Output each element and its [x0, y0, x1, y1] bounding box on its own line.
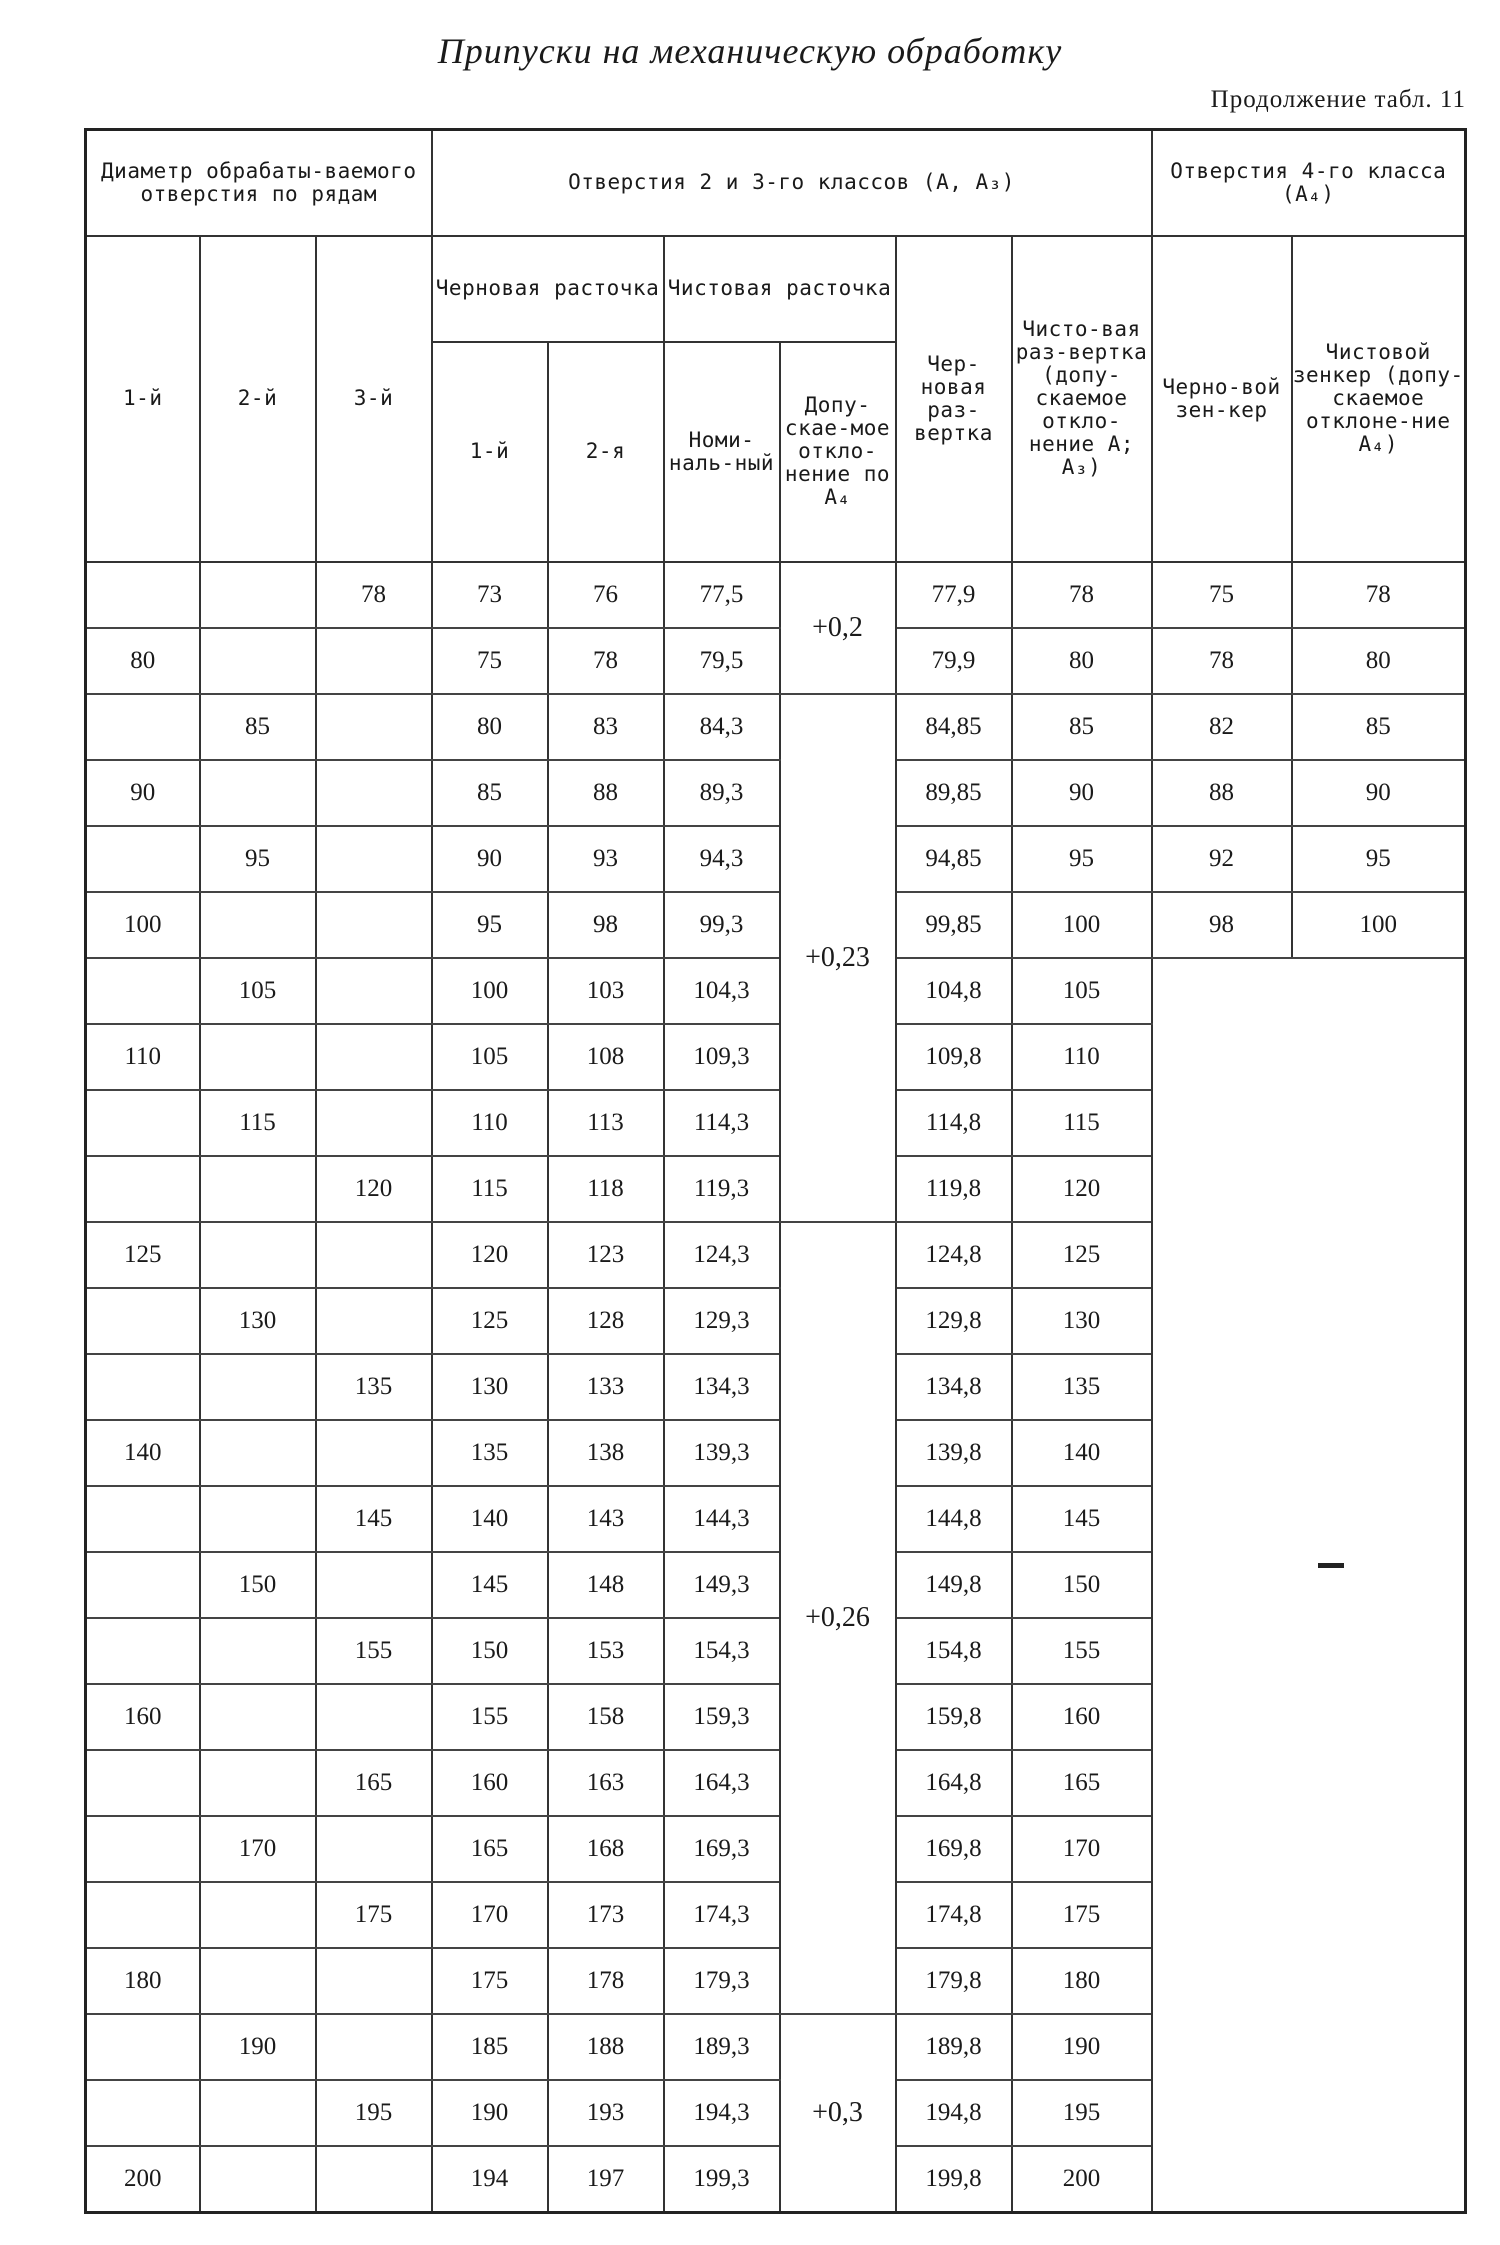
cell-diameter-row-3 — [316, 1222, 432, 1288]
cell-rough-boring-1: 95 — [432, 892, 548, 958]
cell-rough-boring-1: 105 — [432, 1024, 548, 1090]
cell-rough-reaming: 164,8 — [896, 1750, 1012, 1816]
allowance-table — [84, 128, 1467, 2214]
cell-rough-reaming: 139,8 — [896, 1420, 1012, 1486]
cell-rough-reaming: 124,8 — [896, 1222, 1012, 1288]
cell-rough-reaming: 144,8 — [896, 1486, 1012, 1552]
cell-rough-reaming: 114,8 — [896, 1090, 1012, 1156]
table-body — [86, 562, 1466, 2213]
cell-diameter-row-1 — [86, 1156, 200, 1222]
page-title: Припуски на механическую обработку — [437, 31, 1063, 71]
cell-diameter-row-1 — [86, 1882, 200, 1948]
cell-rough-boring-2: 178 — [548, 1948, 664, 2014]
cell-finish-nominal: 89,3 — [664, 760, 780, 826]
cell-rough-boring-1: 125 — [432, 1288, 548, 1354]
cell-finish-nominal: 94,3 — [664, 826, 780, 892]
cell-diameter-row-1 — [86, 1486, 200, 1552]
cell-finish-nominal: 164,3 — [664, 1750, 780, 1816]
cell-rough-boring-2: 197 — [548, 2146, 664, 2212]
cell-finish-reaming: 78 — [1012, 562, 1152, 628]
cell-finish-reaming: 120 — [1012, 1156, 1152, 1222]
cell-finish-reaming: 115 — [1012, 1090, 1152, 1156]
cell-diameter-row-2: 170 — [200, 1816, 316, 1882]
cell-rough-boring-2: 173 — [548, 1882, 664, 1948]
cell-rough-boring-2: 83 — [548, 694, 664, 760]
cell-rough-boring-1: 115 — [432, 1156, 548, 1222]
cell-rough-boring-1: 185 — [432, 2014, 548, 2080]
cell-diameter-row-2: 105 — [200, 958, 316, 1024]
cell-diameter-row-1 — [86, 1816, 200, 1882]
cell-diameter-row-2 — [200, 1354, 316, 1420]
cell-rough-reaming: 199,8 — [896, 2146, 1012, 2212]
cell-diameter-row-3 — [316, 694, 432, 760]
cell-finish-nominal: 154,3 — [664, 1618, 780, 1684]
cell-rough-boring-2: 153 — [548, 1618, 664, 1684]
cell-rough-reaming: 94,85 — [896, 826, 1012, 892]
cell-diameter-row-1: 90 — [86, 760, 200, 826]
cell-finish-nominal: 169,3 — [664, 1816, 780, 1882]
cell-diameter-row-2 — [200, 628, 316, 694]
cell-rough-countersink: 98 — [1152, 892, 1292, 958]
cell-rough-boring-2: 123 — [548, 1222, 664, 1288]
cell-diameter-row-2 — [200, 1420, 316, 1486]
cell-diameter-row-3: 165 — [316, 1750, 432, 1816]
cell-diameter-row-2 — [200, 1684, 316, 1750]
cell-diameter-row-3: 175 — [316, 1882, 432, 1948]
cell-rough-reaming: 169,8 — [896, 1816, 1012, 1882]
cell-rough-boring-1: 120 — [432, 1222, 548, 1288]
cell-rough-countersink: 82 — [1152, 694, 1292, 760]
cell-diameter-row-1: 80 — [86, 628, 200, 694]
cell-rough-boring-2: 93 — [548, 826, 664, 892]
cell-finish-nominal: 104,3 — [664, 958, 780, 1024]
cell-rough-reaming: 119,8 — [896, 1156, 1012, 1222]
cell-finish-tolerance: +0,23 — [780, 694, 896, 1222]
cell-rough-boring-1: 150 — [432, 1618, 548, 1684]
cell-rough-boring-1: 130 — [432, 1354, 548, 1420]
header-class4-group: Отверстия 4-го класса (A₄) — [1152, 130, 1466, 236]
cell-rough-reaming: 109,8 — [896, 1024, 1012, 1090]
cell-diameter-row-2: 115 — [200, 1090, 316, 1156]
cell-finish-tolerance: +0,3 — [780, 2014, 896, 2212]
cell-diameter-row-3 — [316, 1684, 432, 1750]
cell-finish-nominal: 199,3 — [664, 2146, 780, 2212]
cell-diameter-row-1 — [86, 2014, 200, 2080]
cell-diameter-row-3 — [316, 1288, 432, 1354]
header-rough-boring-2: 2-я — [548, 342, 664, 562]
cell-finish-nominal: 77,5 — [664, 562, 780, 628]
cell-diameter-row-3 — [316, 1816, 432, 1882]
cell-diameter-row-2 — [200, 1156, 316, 1222]
cell-diameter-row-2 — [200, 1222, 316, 1288]
cell-diameter-row-2 — [200, 760, 316, 826]
cell-rough-countersink: 88 — [1152, 760, 1292, 826]
cell-rough-boring-1: 170 — [432, 1882, 548, 1948]
cell-diameter-row-3: 155 — [316, 1618, 432, 1684]
cell-rough-boring-1: 194 — [432, 2146, 548, 2212]
cell-rough-boring-1: 165 — [432, 1816, 548, 1882]
cell-rough-boring-2: 118 — [548, 1156, 664, 1222]
cell-diameter-row-3 — [316, 2014, 432, 2080]
cell-rough-boring-2: 148 — [548, 1552, 664, 1618]
cell-rough-boring-2: 168 — [548, 1816, 664, 1882]
cell-finish-reaming: 105 — [1012, 958, 1152, 1024]
cell-diameter-row-3: 120 — [316, 1156, 432, 1222]
cell-finish-nominal: 179,3 — [664, 1948, 780, 2014]
cell-finish-countersink: 100 — [1292, 892, 1466, 958]
cell-rough-boring-1: 80 — [432, 694, 548, 760]
cell-rough-reaming: 104,8 — [896, 958, 1012, 1024]
cell-diameter-row-1 — [86, 1090, 200, 1156]
cell-diameter-row-1 — [86, 1354, 200, 1420]
cell-diameter-row-1: 200 — [86, 2146, 200, 2212]
cell-diameter-row-2 — [200, 892, 316, 958]
cell-rough-reaming: 189,8 — [896, 2014, 1012, 2080]
cell-rough-boring-1: 175 — [432, 1948, 548, 2014]
cell-rough-boring-1: 90 — [432, 826, 548, 892]
cell-finish-reaming: 140 — [1012, 1420, 1152, 1486]
cell-finish-reaming: 175 — [1012, 1882, 1152, 1948]
cell-finish-nominal: 144,3 — [664, 1486, 780, 1552]
cell-finish-nominal: 79,5 — [664, 628, 780, 694]
table-row — [86, 958, 1466, 1024]
header-row-3: 3-й — [316, 236, 432, 562]
cell-diameter-row-2 — [200, 2146, 316, 2212]
cell-rough-countersink: 78 — [1152, 628, 1292, 694]
table-row — [86, 760, 1466, 826]
cell-finish-countersink: 90 — [1292, 760, 1466, 826]
cell-finish-reaming: 100 — [1012, 892, 1152, 958]
header-diameter-group: Диаметр обрабаты-ваемого отверстия по рядам — [86, 130, 432, 236]
cell-rough-reaming: 159,8 — [896, 1684, 1012, 1750]
header-rough-reaming: Чер-новая раз-вертка — [896, 236, 1012, 562]
cell-diameter-row-3 — [316, 1948, 432, 2014]
cell-diameter-row-3 — [316, 1552, 432, 1618]
cell-rough-boring-2: 108 — [548, 1024, 664, 1090]
cell-rough-reaming: 174,8 — [896, 1882, 1012, 1948]
class4-empty-area — [1152, 958, 1466, 2213]
cell-finish-nominal: 129,3 — [664, 1288, 780, 1354]
cell-rough-boring-1: 140 — [432, 1486, 548, 1552]
cell-rough-boring-2: 143 — [548, 1486, 664, 1552]
table-row — [86, 694, 1466, 760]
cell-rough-boring-1: 100 — [432, 958, 548, 1024]
cell-finish-nominal: 139,3 — [664, 1420, 780, 1486]
cell-finish-countersink: 95 — [1292, 826, 1466, 892]
cell-rough-boring-1: 155 — [432, 1684, 548, 1750]
cell-rough-boring-2: 138 — [548, 1420, 664, 1486]
cell-rough-boring-2: 193 — [548, 2080, 664, 2146]
cell-diameter-row-1 — [86, 562, 200, 628]
cell-diameter-row-1: 125 — [86, 1222, 200, 1288]
cell-diameter-row-2 — [200, 562, 316, 628]
cell-diameter-row-1: 140 — [86, 1420, 200, 1486]
cell-diameter-row-2: 190 — [200, 2014, 316, 2080]
cell-diameter-row-2 — [200, 2080, 316, 2146]
header-finish-nominal: Номи-наль-ный — [664, 342, 780, 562]
cell-finish-reaming: 110 — [1012, 1024, 1152, 1090]
header-finish-countersink: Чистовой зенкер (допу-скаемое отклоне-ние A₄) — [1292, 236, 1466, 562]
cell-finish-reaming: 85 — [1012, 694, 1152, 760]
cell-rough-boring-2: 88 — [548, 760, 664, 826]
cell-finish-countersink: 85 — [1292, 694, 1466, 760]
cell-diameter-row-3: 145 — [316, 1486, 432, 1552]
cell-diameter-row-1: 100 — [86, 892, 200, 958]
cell-finish-reaming: 200 — [1012, 2146, 1152, 2212]
header-finish-tolerance: Допу-скае-мое откло-нение по A₄ — [780, 342, 896, 562]
cell-diameter-row-2 — [200, 1882, 316, 1948]
header-rough-countersink: Черно-вой зен-кер — [1152, 236, 1292, 562]
cell-diameter-row-3 — [316, 892, 432, 958]
cell-finish-reaming: 180 — [1012, 1948, 1152, 2014]
cell-diameter-row-2: 150 — [200, 1552, 316, 1618]
cell-finish-nominal: 134,3 — [664, 1354, 780, 1420]
cell-diameter-row-2 — [200, 1618, 316, 1684]
cell-rough-reaming: 129,8 — [896, 1288, 1012, 1354]
cell-rough-reaming: 89,85 — [896, 760, 1012, 826]
cell-finish-nominal: 99,3 — [664, 892, 780, 958]
cell-rough-boring-1: 110 — [432, 1090, 548, 1156]
cell-diameter-row-2 — [200, 1750, 316, 1816]
cell-rough-boring-1: 145 — [432, 1552, 548, 1618]
cell-rough-reaming: 79,9 — [896, 628, 1012, 694]
cell-finish-tolerance: +0,26 — [780, 1222, 896, 2014]
cell-diameter-row-1 — [86, 1750, 200, 1816]
cell-diameter-row-1 — [86, 1618, 200, 1684]
cell-finish-reaming: 150 — [1012, 1552, 1152, 1618]
cell-finish-nominal: 194,3 — [664, 2080, 780, 2146]
cell-finish-nominal: 84,3 — [664, 694, 780, 760]
cell-finish-reaming: 195 — [1012, 2080, 1152, 2146]
cell-rough-reaming: 154,8 — [896, 1618, 1012, 1684]
cell-diameter-row-1: 160 — [86, 1684, 200, 1750]
cell-finish-nominal: 174,3 — [664, 1882, 780, 1948]
table-continuation-label: Продолжение табл. 11 — [1210, 86, 1466, 113]
cell-finish-nominal: 114,3 — [664, 1090, 780, 1156]
cell-rough-reaming: 134,8 — [896, 1354, 1012, 1420]
cell-finish-reaming: 165 — [1012, 1750, 1152, 1816]
cell-finish-nominal: 119,3 — [664, 1156, 780, 1222]
cell-diameter-row-2 — [200, 1024, 316, 1090]
table-row — [86, 826, 1466, 892]
cell-finish-nominal: 149,3 — [664, 1552, 780, 1618]
cell-rough-boring-2: 113 — [548, 1090, 664, 1156]
cell-diameter-row-3: 135 — [316, 1354, 432, 1420]
cell-finish-reaming: 130 — [1012, 1288, 1152, 1354]
cell-rough-boring-1: 135 — [432, 1420, 548, 1486]
cell-finish-reaming: 155 — [1012, 1618, 1152, 1684]
header-rough-boring: Черновая расточка — [432, 236, 664, 342]
cell-diameter-row-1 — [86, 1552, 200, 1618]
cell-diameter-row-1 — [86, 694, 200, 760]
cell-diameter-row-3 — [316, 628, 432, 694]
cell-finish-reaming: 160 — [1012, 1684, 1152, 1750]
cell-diameter-row-2 — [200, 1948, 316, 2014]
cell-rough-boring-2: 188 — [548, 2014, 664, 2080]
cell-diameter-row-3: 195 — [316, 2080, 432, 2146]
cell-finish-tolerance: +0,2 — [780, 562, 896, 694]
cell-diameter-row-3 — [316, 826, 432, 892]
cell-rough-boring-2: 76 — [548, 562, 664, 628]
cell-finish-nominal: 109,3 — [664, 1024, 780, 1090]
cell-rough-boring-1: 160 — [432, 1750, 548, 1816]
cell-diameter-row-3 — [316, 760, 432, 826]
cell-diameter-row-1 — [86, 2080, 200, 2146]
cell-rough-countersink: 75 — [1152, 562, 1292, 628]
header-class23-group: Отверстия 2 и 3-го классов (A, A₃) — [432, 130, 1152, 236]
cell-rough-boring-1: 73 — [432, 562, 548, 628]
cell-diameter-row-3 — [316, 1420, 432, 1486]
cell-finish-reaming: 145 — [1012, 1486, 1152, 1552]
cell-diameter-row-2: 130 — [200, 1288, 316, 1354]
cell-rough-reaming: 84,85 — [896, 694, 1012, 760]
cell-rough-boring-1: 85 — [432, 760, 548, 826]
cell-rough-countersink: 92 — [1152, 826, 1292, 892]
cell-rough-boring-1: 190 — [432, 2080, 548, 2146]
cell-diameter-row-1: 110 — [86, 1024, 200, 1090]
cell-rough-reaming: 99,85 — [896, 892, 1012, 958]
cell-rough-boring-2: 158 — [548, 1684, 664, 1750]
cell-diameter-row-3 — [316, 958, 432, 1024]
cell-rough-reaming: 149,8 — [896, 1552, 1012, 1618]
cell-rough-boring-2: 98 — [548, 892, 664, 958]
cell-rough-boring-2: 78 — [548, 628, 664, 694]
cell-diameter-row-3 — [316, 1024, 432, 1090]
header-finish-boring: Чистовая расточка — [664, 236, 896, 342]
cell-rough-boring-2: 128 — [548, 1288, 664, 1354]
cell-rough-boring-1: 75 — [432, 628, 548, 694]
table-row — [86, 562, 1466, 628]
cell-rough-reaming: 194,8 — [896, 2080, 1012, 2146]
cell-finish-reaming: 95 — [1012, 826, 1152, 892]
cell-diameter-row-3: 78 — [316, 562, 432, 628]
cell-diameter-row-1 — [86, 826, 200, 892]
cell-diameter-row-1 — [86, 1288, 200, 1354]
header-finish-reaming: Чисто-вая раз-вертка (допу-скаемое откло-нение A; A₃) — [1012, 236, 1152, 562]
cell-rough-reaming: 179,8 — [896, 1948, 1012, 2014]
cell-finish-nominal: 189,3 — [664, 2014, 780, 2080]
cell-finish-reaming: 190 — [1012, 2014, 1152, 2080]
cell-rough-boring-2: 133 — [548, 1354, 664, 1420]
table-row — [86, 892, 1466, 958]
cell-finish-reaming: 135 — [1012, 1354, 1152, 1420]
cell-finish-nominal: 159,3 — [664, 1684, 780, 1750]
cell-finish-countersink: 80 — [1292, 628, 1466, 694]
cell-diameter-row-2: 95 — [200, 826, 316, 892]
table-row — [86, 628, 1466, 694]
cell-finish-countersink: 78 — [1292, 562, 1466, 628]
cell-diameter-row-3 — [316, 2146, 432, 2212]
header-row-2: 2-й — [200, 236, 316, 562]
cell-diameter-row-1: 180 — [86, 1948, 200, 2014]
header-row-1: 1-й — [86, 236, 200, 562]
cell-finish-nominal: 124,3 — [664, 1222, 780, 1288]
header-rough-boring-1: 1-й — [432, 342, 548, 562]
cell-rough-boring-2: 163 — [548, 1750, 664, 1816]
cell-rough-boring-2: 103 — [548, 958, 664, 1024]
cell-finish-reaming: 170 — [1012, 1816, 1152, 1882]
table-header — [86, 130, 1466, 562]
cell-rough-reaming: 77,9 — [896, 562, 1012, 628]
dash-mark — [1318, 1563, 1344, 1568]
cell-finish-reaming: 90 — [1012, 760, 1152, 826]
cell-diameter-row-3 — [316, 1090, 432, 1156]
cell-diameter-row-2: 85 — [200, 694, 316, 760]
cell-finish-reaming: 125 — [1012, 1222, 1152, 1288]
cell-diameter-row-2 — [200, 1486, 316, 1552]
cell-finish-reaming: 80 — [1012, 628, 1152, 694]
cell-diameter-row-1 — [86, 958, 200, 1024]
